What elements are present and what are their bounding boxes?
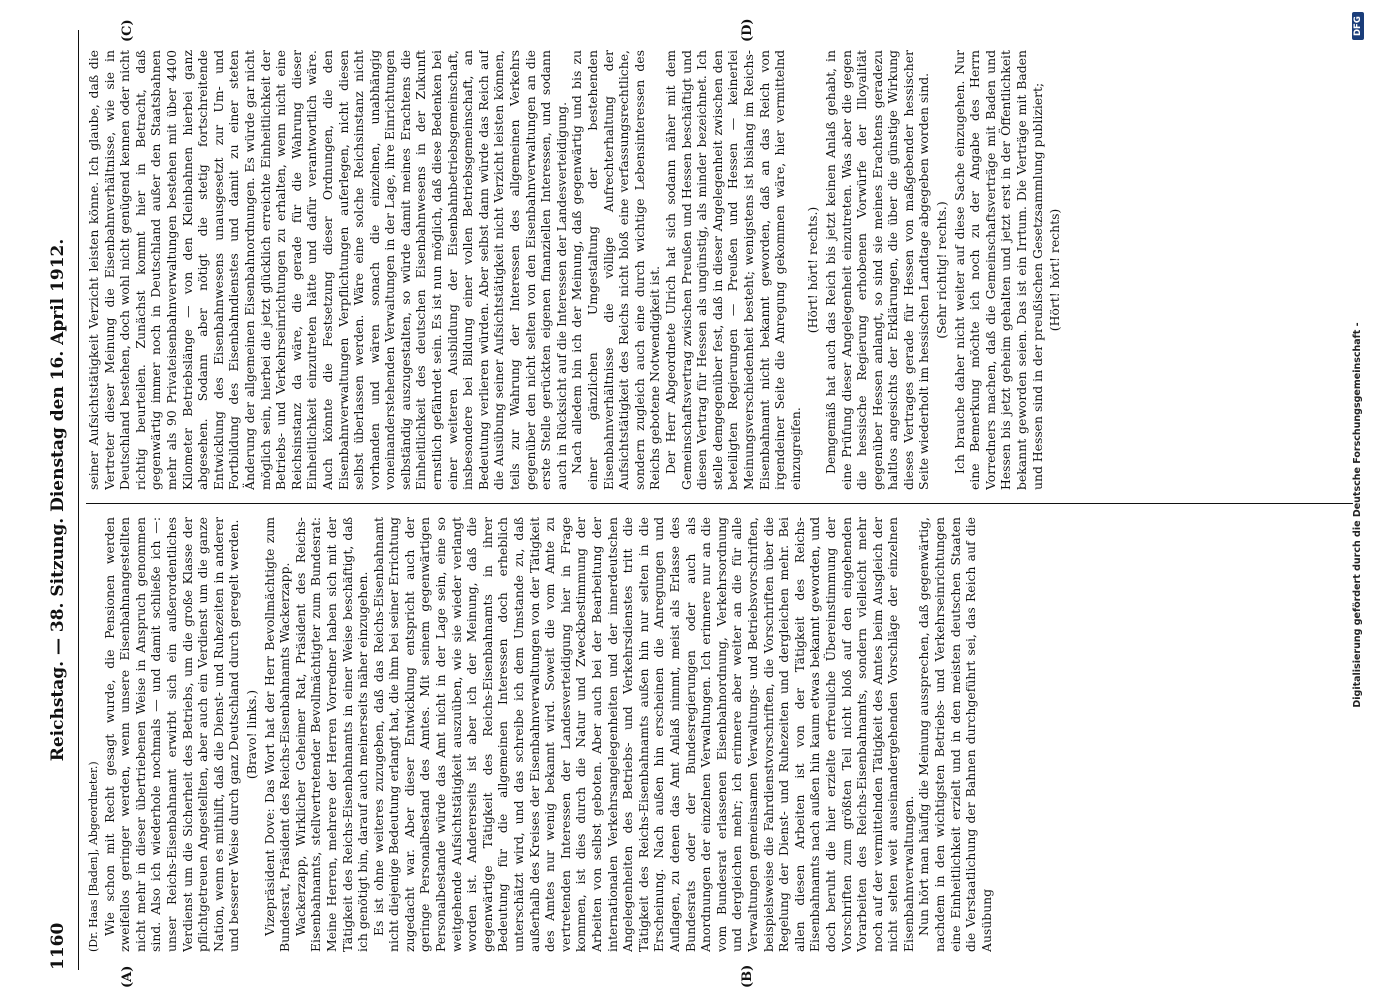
margin-marker-d: (D) [740,18,755,42]
header-rule [78,30,79,970]
page-header [48,30,76,970]
paragraph: Der Herr Abgeordnete Ulrich hat sich sodann näher mit dem Gemeinschaftsvertrag zwischen Preußen und Hessen beschäftigt und diesen Vertrag für Hessen als ungünstig, als minder bezeichnet. Ich stelle demgegenüber fest, daß in dieser Angelegenheit zwischen den beteiligten Regierungen — Preußen und Hessen — keinerlei Meinungsverschiedenheit besteht; wenigstens ist bislang im Reichs-Eisenbahnamt nicht bekannt geworden, daß an das Reich von irgendeiner Seite die Anregung gekommen wäre, hier vermittelnd einzugreifen. [662,50,803,490]
paragraph: Wie schon mit Recht gesagt wurde, die Pensionen werden zweifellos geringer werden, wenn unsere Eisenbahnangestellten nicht mehr in dieser übertriebenen Weise in Anspruch genommen sind. Also ich wiederhole nochmals — und damit schließe ich —: unser Reichs-Eisenbahnamt erwirbt sich ein außerordentliches Verdienst um die Sicherheit des Betriebs, um die große Klasse der pflichtgetreuen Angestellten, aber auch ein Verdienst um die ganze Nation, wenn es mithilft, daß die Dienst- und Ruhezeiten in anderer und besserer Weise durch ganz Deutschland durch geregelt werden. [101,517,242,952]
paragraph: Ich brauche daher nicht weiter auf diese Sache einzugehen. Nur eine Bemerkung möchte ich noch zu der Angabe des Herrn Vorredners machen, daß die Gemeinschaftsverträge mit Baden und Hessen bis jetzt geheim gehalten und jetzt erst in der Öffentlichkeit bekannt geworden seien. Das ist ein Irrtum. Die Verträge mit Baden und Hessen sind in der preußischen Gesetzsammlung publiziert; [951,50,1045,490]
text-column-right [86,50,1353,490]
paragraph: seiner Aufsichtstätigkeit Verzicht leisten könne. Ich glaube, daß die Vertreter dieser Meinung die Eisenbahnverhältnisse, wie sie in Deutschland bestehen, doch wohl nicht genügend kennen oder nicht richtig beurteilen. Zunächst kommt hier in Betracht, daß gegenwärtig immer noch in Deutschland außer den Staatsbahnen mehr als 90 Privateisenbahnverwaltungen bestehen mit über 4400 Kilometer Betriebslänge — von den Kleinbahnen hierbei ganz abgesehen. Sodann aber nötigt die stetig fortschreitende Entwicklung des Eisenbahnwesens unausgesetzt zur Um- und Fortbildung des Eisenbahndienstes und damit zu einer steten Änderung der allgemeinen Eisenbahnordnungen. Es würde gar nicht möglich sein, hierbei die jetzt glücklich erreichte Einheitlichkeit der Betriebs- und Verkehrseinrichtungen zu erhalten, wenn nicht eine Reichsinstanz da wäre, die gerade für die Wahrung dieser Einheitlichkeit einzutreten hätte und dafür verantwortlich wäre. Auch könnte die Festsetzung dieser Ordnungen, die den Eisenbahnverwaltungen Verpflichtungen auferlegen, nicht diesen selbst überlassen werden. Wäre eine solche Reichsinstanz nicht vorhanden und wären sonach die einzelnen, unabhängig voneinanderstehenden Verwaltungen in der Lage, ihre Einrichtungen selbständig auszugestalten, so würde damit meines Erachtens die Einheitlichkeit des deutschen Eisenbahnwesens in der Zukunft ernstlich gefährdet sein. Es ist nun möglich, daß diese Bedenken bei einer weiteren Ausbildung der Eisenbahnbetriebsgemeinschaft, insbesondere bei Bildung einer vollen Betriebsgemeinschaft, an Bedeutung verlieren würden. Aber selbst dann würde das Reich auf die Ausübung seiner Aufsichtstätigkeit nicht Verzicht leisten können, teils zur Wahrung der Interessen des allgemeinen Verkehrs gegenüber den nicht selten von den Eisenbahnverwaltungen an die erste Stelle gerückten eigenen finanziellen Interessen, und sodann auch in Rücksicht auf die Interessen der Landesverteidigung. [86,50,569,490]
paragraph: Vizepräsident Dove: Das Wort hat der Herr Bevollmächtigte zum Bundesrat, Präsident des Reichs-Eisenbahnamts Wackerzapp. [261,517,293,952]
text-column-left [86,517,1353,952]
paragraph: Nach alledem bin ich der Meinung, daß gegenwärtig und bis zu einer gänzlichen Umgestaltung der bestehenden Eisenbahnverhältnisse die völlige Aufrechterhaltung der Aufsichtstätigkeit des Reichs nicht bloß eine verfassungsrechtliche, sondern zugleich auch eine durch wichtige Lebensinteressen des Reichs gebotene Notwendigkeit ist. [569,50,663,490]
interjection: (Bravo! links.) [243,689,259,780]
margin-marker-a: (A) [120,965,135,988]
digitization-note: Digitalisierung gefördert durch die Deutsche Forschungsgemeinschaft - [1352,322,1363,708]
interjection: (Hört! hört! rechts) [1047,208,1063,332]
paragraph: Wackerzapp, Wirklicher Geheimer Rat, Präsident des Reichs-Eisenbahnamts, stellvertretender Bevollmächtigter zum Bundesrat: Meine Herren, mehrere der Herren Vorredner haben sich mit der Tätigkeit des Reichs-Eisenbahnamts in einer Weise beschäftigt, daß ich genötigt bin, darauf auch meinerseits näher einzugehen. [292,517,371,952]
interjection: (Sehr richtig! rechts.) [934,201,950,339]
page-title: Reichstag. — 38. Sitzung. Dienstag den 16. April 1912. [48,238,68,762]
speaker-note: (Dr. Haas [Baden], Abgeordneter.) [87,761,100,952]
paragraph: Demgemäß hat auch das Reich bis jetzt keinen Anlaß gehabt, in eine Prüfung dieser Angelegenheit einzutreten. Was aber die gegen die hessische Regierung erhobenen Vorwürfe der Illoyalität gegenüber Hessen anlangt, so sind sie meines Erachtens geradezu haltlos angesichts der Erklärungen, die über die günstige Wirkung dieses Vertrages gerade für Hessen von maßgebender hessischer Seite wiederholt im hessischen Landtage abgegeben worden sind. [822,50,932,490]
margin-marker-b: (B) [740,964,755,988]
margin-marker-c: (C) [120,19,135,42]
paragraph: Es ist ohne weiteres zuzugeben, daß das Reichs-Eisenbahnamt nicht diejenige Bedeutung erlangt hat, die ihm bei seiner Errichtung zugedacht war. Aber dieser Entwicklung entspricht auch der geringe Personalbestand des Amtes. Mit seinem gegenwärtigen Personalbestande würde das Amt nicht in der Lage sein, eine so weitgehende Aufsichtstätigkeit auszuüben, wie sie wieder verlangt worden ist. Andererseits ist aber ich der Meinung, daß die gegenwärtige Tätigkeit des Reichs-Eisenbahnamts in ihrer Bedeutung für die allgemeinen Interessen doch erheblich unterschätzt wird, und das schreibe ich dem Umstande zu, daß außerhalb des Kreises der Eisenbahnverwaltungen von der Tätigkeit des Amtes nur wenig bekannt wird. Soweit die vom Amte zu vertretenden Interessen der Landesverteidigung hier in Frage kommen, ist dies durch die Natur und Zweckbestimmung der Arbeiten von selbst geboten. Aber auch bei der Bearbeitung der internationalen Verkehrsangelegenheiten und der innerdeutschen Angelegenheiten des Betriebs- und Verkehrsdienstes tritt die Tätigkeit des Reichs-Eisenbahnamts außen hin nur selten in die Erscheinung. Nach außen hin erscheinen die Anregungen und Auflagen, zu denen das Amt Anlaß nimmt, meist als Erlasse des Bundesrats oder der Bundesregierungen oder auch als Anordnungen der einzelnen Verwaltungen. Ich erinnere nur an die vom Bundesrat erlassenen Eisenbahnordnung, Verkehrsordnung und dergleichen mehr; ich erinnere aber weiter an die für alle Verwaltungen gemeinsamen Verwaltungs- und Betriebsvorschriften, beispielsweise die Fahrdienstvorschriften, die Vorschriften über die Regelung der Dienst- und Ruhezeiten und dergleichen mehr. Bei allen diesen Arbeiten ist von der Tätigkeit des Reichs-Eisenbahnamts nach außen hin kaum etwas bekannt geworden, und doch beruht die hier erzielte erfreuliche Übereinstimmung der Vorschriften zum größten Teil nicht bloß auf den eingehenden Vorarbeiten des Reichs-Eisenbahnamts, sondern vielleicht mehr noch auf der vermittelnden Tätigkeit des Amtes beim Ausgleich der nicht selten weit auseinandergehenden Vorschläge der einzelnen Eisenbahnverwaltungen. [370,517,916,952]
interjection: (Hört! hört! rechts.) [805,206,821,334]
paragraph: Nun hört man häufig die Meinung aussprechen, daß gegenwärtig, nachdem in den wichtigsten Betriebs- und Verkehrseinrichtungen eine Einheitlichkeit erzielt und in den meisten deutschen Staaten die Verstaatlichung der Bahnen durchgeführt sei, das Reich auf die Ausübung [916,517,994,952]
column-divider [86,503,1353,504]
page-number: 1160 [48,922,68,970]
dfg-logo: DFG [1352,12,1364,40]
